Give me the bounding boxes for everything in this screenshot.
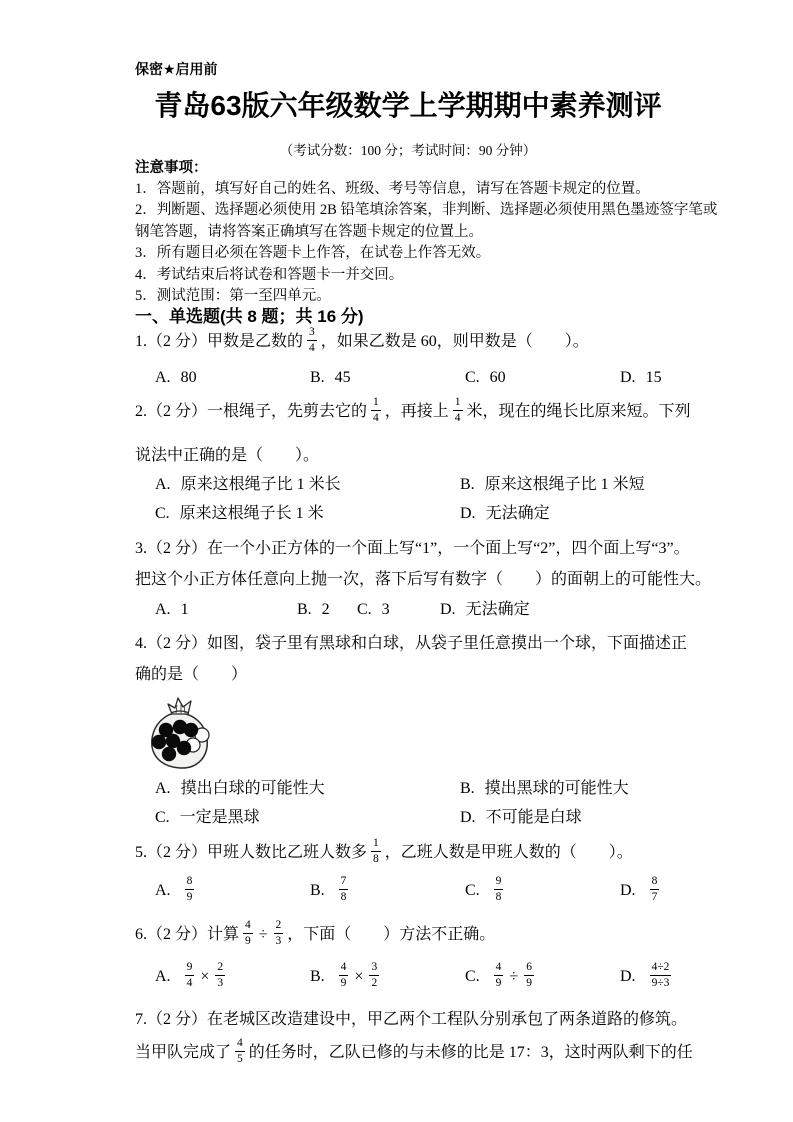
option-label: D. — [460, 809, 476, 826]
black-ball — [152, 735, 166, 749]
fraction-denominator: 9 — [340, 976, 347, 989]
question-7-stem-line2 — [135, 1038, 693, 1068]
stem-text: 6.（2 分）计算 — [135, 926, 240, 943]
option-a — [155, 472, 460, 498]
fraction — [185, 962, 195, 989]
option-text: 15 — [645, 369, 662, 386]
question-1-options — [135, 365, 775, 391]
question-4-stem-line1: 4.（2 分）如图，袋子里有黑球和白球，从袋子里任意摸出一个球，下面描述正 — [135, 635, 688, 652]
option-label: D. — [620, 369, 636, 386]
fraction-denominator: 9 — [186, 890, 193, 903]
divide-sign: ÷ — [509, 967, 519, 985]
fraction-denominator: 4 — [186, 976, 193, 989]
fraction-denominator: 9 — [526, 976, 532, 989]
option-label: D. — [620, 881, 636, 899]
note-line-4: 4．考试结束后将试卷和答题卡一并交回。 — [135, 266, 404, 283]
fraction-numerator: 3 — [307, 327, 317, 341]
note-line-2-cont: 钢笔答题，请将答案正确填写在答题卡规定的位置上。 — [135, 223, 483, 240]
option-text: 45 — [334, 369, 351, 386]
option-label: B. — [460, 476, 475, 493]
option-text: 3 — [381, 601, 390, 618]
notes-list — [135, 179, 755, 307]
fraction-numerator: 9 — [185, 962, 195, 976]
option-label: B. — [310, 881, 325, 899]
option-label: C. — [155, 505, 170, 522]
option-label: C. — [465, 967, 480, 985]
option-b — [310, 365, 465, 391]
option-label: B. — [460, 780, 475, 797]
exam-title: 青岛63版六年级数学上学期期中素养测评 — [154, 90, 662, 121]
stem-text: 米，现在的绳长比原来短。下列 — [466, 403, 691, 420]
option-d — [620, 962, 775, 992]
option-label: B. — [310, 369, 325, 386]
option-label: D. — [460, 505, 476, 522]
option-c — [465, 962, 620, 992]
option-label: C. — [155, 809, 170, 826]
fraction — [307, 327, 317, 354]
option-label: A. — [155, 881, 171, 899]
option-label: B. — [297, 601, 312, 618]
question-7-stem-line1: 7.（2 分）在老城区改造建设中，甲乙两个工程队分别承包了两条道路的修筑。 — [135, 1011, 688, 1028]
fraction-denominator: 9 — [245, 934, 251, 947]
option-a — [155, 365, 310, 391]
fraction — [369, 962, 379, 989]
question-3-stem-line2: 把这个小正方体任意向上抛一次，落下后写有数字（ ）的面朝上的可能性大。 — [135, 571, 712, 588]
note-line-5: 5．测试范围：第一至四单元。 — [135, 288, 331, 305]
option-text: 无法确定 — [485, 505, 550, 522]
black-ball — [162, 747, 176, 761]
fraction — [650, 962, 672, 989]
question-2-options-cd — [135, 501, 775, 527]
stem-text: 5.（2 分）甲班人数比乙班人数多 — [135, 844, 368, 861]
fraction — [453, 397, 463, 424]
fraction — [650, 876, 660, 903]
option-text: 80 — [180, 369, 197, 386]
option-label: D. — [620, 967, 636, 985]
option-d — [460, 501, 775, 527]
fraction-denominator: 8 — [373, 852, 379, 865]
fraction-numerator: 8 — [185, 876, 195, 890]
note-line-1: 1．答题前，填写好自己的姓名、班级、考号等信息，请写在答题卡规定的位置。 — [135, 181, 650, 197]
option-label: A. — [155, 369, 171, 386]
fraction-numerator: 1 — [453, 397, 463, 411]
option-c — [465, 365, 620, 391]
black-ball — [177, 741, 191, 755]
option-c — [357, 597, 440, 623]
fraction — [215, 962, 225, 989]
secrecy-label: 保密★启用前 — [135, 61, 218, 77]
option-text: 原来这根绳子长 1 米 — [179, 505, 324, 522]
question-5-options — [135, 876, 775, 906]
option-label: C. — [465, 881, 480, 899]
fraction-numerator: 6 — [524, 962, 534, 976]
option-b — [310, 876, 465, 906]
fraction-numerator: 2 — [274, 920, 284, 934]
option-label: C. — [357, 601, 372, 618]
option-d — [620, 876, 775, 906]
question-6-stem — [135, 920, 495, 950]
divide-sign: ÷ — [258, 926, 268, 943]
exam-score-time-info: （考试分数：100 分；考试时间：90 分钟） — [279, 143, 537, 158]
fraction-denominator: 4 — [309, 341, 315, 354]
option-b — [460, 472, 775, 498]
fraction-numerator: 2 — [215, 962, 225, 976]
fraction-numerator: 1 — [371, 838, 381, 852]
fraction — [494, 962, 504, 989]
option-d — [620, 365, 775, 391]
option-a — [155, 876, 310, 906]
stem-text: ，乙班人数是甲班人数的（ ）。 — [384, 844, 633, 861]
black-ball — [184, 723, 198, 737]
question-4-options-ab — [135, 776, 775, 802]
fraction-denominator: 2 — [371, 976, 378, 989]
option-text: 不可能是白球 — [485, 809, 582, 826]
option-d — [440, 597, 775, 623]
fraction — [494, 876, 504, 903]
fraction-numerator: 4÷2 — [650, 962, 672, 976]
fraction-denominator: 9 — [495, 976, 502, 989]
fraction — [371, 838, 381, 865]
option-label: A. — [155, 601, 171, 618]
bag-of-balls-image — [139, 696, 221, 774]
option-b — [460, 776, 775, 802]
fraction-denominator: 7 — [651, 890, 658, 903]
multiply-sign: × — [354, 967, 364, 985]
fraction-denominator: 5 — [237, 1052, 243, 1065]
fraction-numerator: 7 — [339, 876, 349, 890]
option-label: A. — [155, 967, 171, 985]
fraction — [371, 397, 381, 424]
option-label: D. — [440, 601, 456, 618]
stem-text: ，再接上 — [384, 403, 449, 420]
question-2-stem-line2: 说法中正确的是（ ）。 — [135, 447, 320, 464]
question-6-options — [135, 962, 775, 992]
option-c — [465, 876, 620, 906]
stem-text: 2.（2 分）一根绳子，先剪去它的 — [135, 403, 368, 420]
option-c — [155, 501, 460, 527]
fraction — [339, 876, 349, 903]
option-a — [155, 776, 460, 802]
option-text: 原来这根绳子比 1 米短 — [484, 476, 645, 493]
option-text: 60 — [489, 369, 506, 386]
question-2-options-ab — [135, 472, 775, 498]
fraction — [243, 920, 253, 947]
question-3-stem-line1: 3.（2 分）在一个小正方体的一个面上写“1”，一个面上写“2”，四个面上写“3”。 — [135, 540, 690, 557]
stem-text: 的任务时，乙队已修的与未修的比是 17：3，这时两队剩下的任 — [248, 1044, 693, 1061]
note-line-3: 3．所有题目必须在答题卡上作答，在试卷上作答无效。 — [135, 245, 491, 262]
notes-heading: 注意事项： — [135, 160, 208, 176]
option-text: 摸出黑球的可能性大 — [484, 780, 629, 797]
option-text: 1 — [180, 601, 189, 618]
fraction — [339, 962, 349, 989]
question-3-options — [135, 597, 775, 623]
option-label: A. — [155, 476, 171, 493]
option-b — [297, 597, 357, 623]
fraction-denominator: 3 — [217, 976, 224, 989]
option-d — [460, 805, 775, 831]
stem-text: 当甲队完成了 — [135, 1044, 232, 1061]
option-label: A. — [155, 780, 171, 797]
fraction-denominator: 4 — [373, 411, 379, 424]
fraction — [235, 1038, 245, 1065]
question-4-stem-line2: 确的是（ ） — [135, 666, 248, 683]
question-5-stem — [135, 838, 633, 868]
fraction-numerator: 9 — [494, 876, 504, 890]
option-label: B. — [310, 967, 325, 985]
fraction — [524, 962, 534, 989]
fraction-denominator: 9÷3 — [651, 976, 670, 989]
section-1-heading: 一、单选题(共 8 题；共 16 分) — [135, 307, 364, 326]
option-b — [310, 962, 465, 992]
question-2-stem-line1 — [135, 397, 691, 427]
option-c — [155, 805, 460, 831]
option-a — [155, 597, 297, 623]
fraction-denominator: 8 — [495, 890, 502, 903]
fraction-numerator: 4 — [235, 1038, 245, 1052]
question-4-options-cd — [135, 805, 775, 831]
option-label: C. — [465, 369, 480, 386]
fraction-denominator: 4 — [454, 411, 461, 424]
option-text: 摸出白球的可能性大 — [180, 780, 325, 797]
fraction-denominator: 3 — [275, 934, 282, 947]
stem-text: ，下面（ ）方法不正确。 — [287, 926, 496, 943]
fraction-numerator: 8 — [650, 876, 660, 890]
fraction-numerator: 4 — [339, 962, 349, 976]
fraction — [185, 876, 195, 903]
option-text: 2 — [321, 601, 330, 618]
fraction-numerator: 1 — [371, 397, 381, 411]
note-line-2: 2．判断题、选择题必须使用 2B 铅笔填涂答案，非判断、选择题必须使用黑色墨迹签字笔或 — [135, 202, 718, 219]
option-a — [155, 962, 310, 992]
multiply-sign: × — [200, 967, 210, 985]
option-text: 一定是黑球 — [179, 809, 260, 826]
fraction-numerator: 4 — [494, 962, 504, 976]
fraction — [274, 920, 284, 947]
fraction-denominator: 8 — [340, 890, 347, 903]
option-text: 无法确定 — [465, 601, 530, 618]
fraction-numerator: 3 — [369, 962, 379, 976]
option-text: 原来这根绳子比 1 米长 — [180, 476, 341, 493]
stem-text: 1.（2 分）甲数是乙数的 — [135, 333, 304, 350]
fraction-numerator: 4 — [243, 920, 253, 934]
stem-text: ，如果乙数是 60，则甲数是（ ）。 — [320, 333, 589, 350]
question-1-stem — [135, 327, 589, 357]
